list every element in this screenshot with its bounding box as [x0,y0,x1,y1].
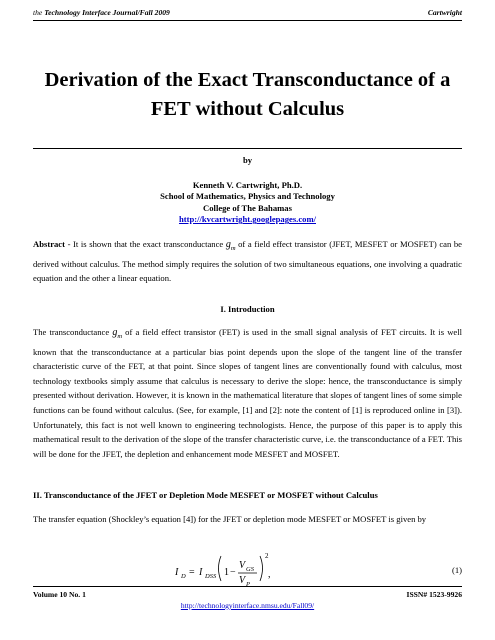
eq-id-sub: D [181,573,186,580]
eq-idss-sub: DSS [205,573,217,580]
gm-symbol: $g_m$ [112,327,123,340]
byline: by [242,155,253,165]
volume: Volume 10 No. 1 [33,590,86,599]
title-line-1: Derivation of the Exact Transconductance of a [44,69,451,91]
section-1-heading: I. Introduction [220,304,275,314]
author-block [0,180,495,226]
section-1-paragraph: The transconductance $g_m$ of a field effect transistor (FET) is used in the small signal analysis of FET circuits. It is well known that the transconductance at a particular bias point depends upon the slope of the tangent line of the transfer characteristic curve of the FET, at that point. Since slopes of tangent lines are conventionally found with calculus, most technology textbooks simply assume that calculus is necessary to derive the slope: hence, the transconductance is simply presented without derivation. However, it is known in the mathematical literature that slopes of tangent lines of some simple functions can be found without calculus. (See, for example, [1] and [2]: note the content of [1] is reproduced online in [3]). Unfortunately, this fact is not well known to engineering technologists. Hence, the purpose of this paper is to apply this mathematical result to the derivation of the slope of the transfer characteristic curve, i.e. the transconductance of a FET. This will be done for the JFET, the depletion and enhancement mode MESFET and MOSFET. [33,327,462,459]
eq-id: I [175,567,179,578]
title-rule [33,148,462,149]
journal-name: the Technology Interface Journal/Fall 2009 [33,8,170,17]
footer-url[interactable]: http://technologyinterface.nmsu.edu/Fall09/ [180,601,315,610]
eq-vgs-sub: GS [246,566,254,573]
running-header [33,6,462,21]
eq-vp: V [239,575,246,586]
author-name: Kenneth V. Cartwright, Ph.D. [192,180,303,190]
gm-symbol: $g_m$ [225,239,236,252]
eq-vp-sub: P [246,581,250,588]
abstract-label: Abstract [33,239,65,249]
paper-title [33,66,462,124]
eq-right-paren [260,556,263,581]
section-2-heading: II. Transconductance of the JFET or Depletion Mode MESFET or MOSFET without Calculus [33,490,378,500]
running-footer [33,586,462,601]
eq-left-paren [219,556,222,581]
issn: ISSN# 1523-9926 [406,590,462,599]
eq-exponent: 2 [265,552,269,560]
eq-vgs: V [239,560,246,571]
eq-idss: I [199,567,203,578]
author-school: School of Mathematics, Physics and Technology [160,191,335,202]
abstract: Abstract - It is shown that the exact transconductance $g_m$ of a field effect transistor (JFET, MESFET or MOSFET) can be derived without calculus. The method simply requires the solution of two simultaneous equations, one involving a quadratic equation and the other a linear equation. [33,239,462,284]
header-author: Cartwright [427,8,462,17]
eq-comma: , [268,569,271,580]
eq-equals: = [189,567,195,578]
title-line-2: FET without Calculus [150,98,345,120]
eq-minus: − [230,567,236,578]
author-college: College of The Bahamas [203,202,292,213]
equation-number: (1) [451,565,462,575]
section-2-paragraph: The transfer equation (Shockley’s equation [4]) for the JFET or depletion mode MESFET or MOSFET is given by [33,514,427,524]
shockley-equation [175,548,295,588]
author-link[interactable]: http://kvcartwright.googlepages.com/ [178,214,316,225]
eq-one: 1 [224,567,229,578]
